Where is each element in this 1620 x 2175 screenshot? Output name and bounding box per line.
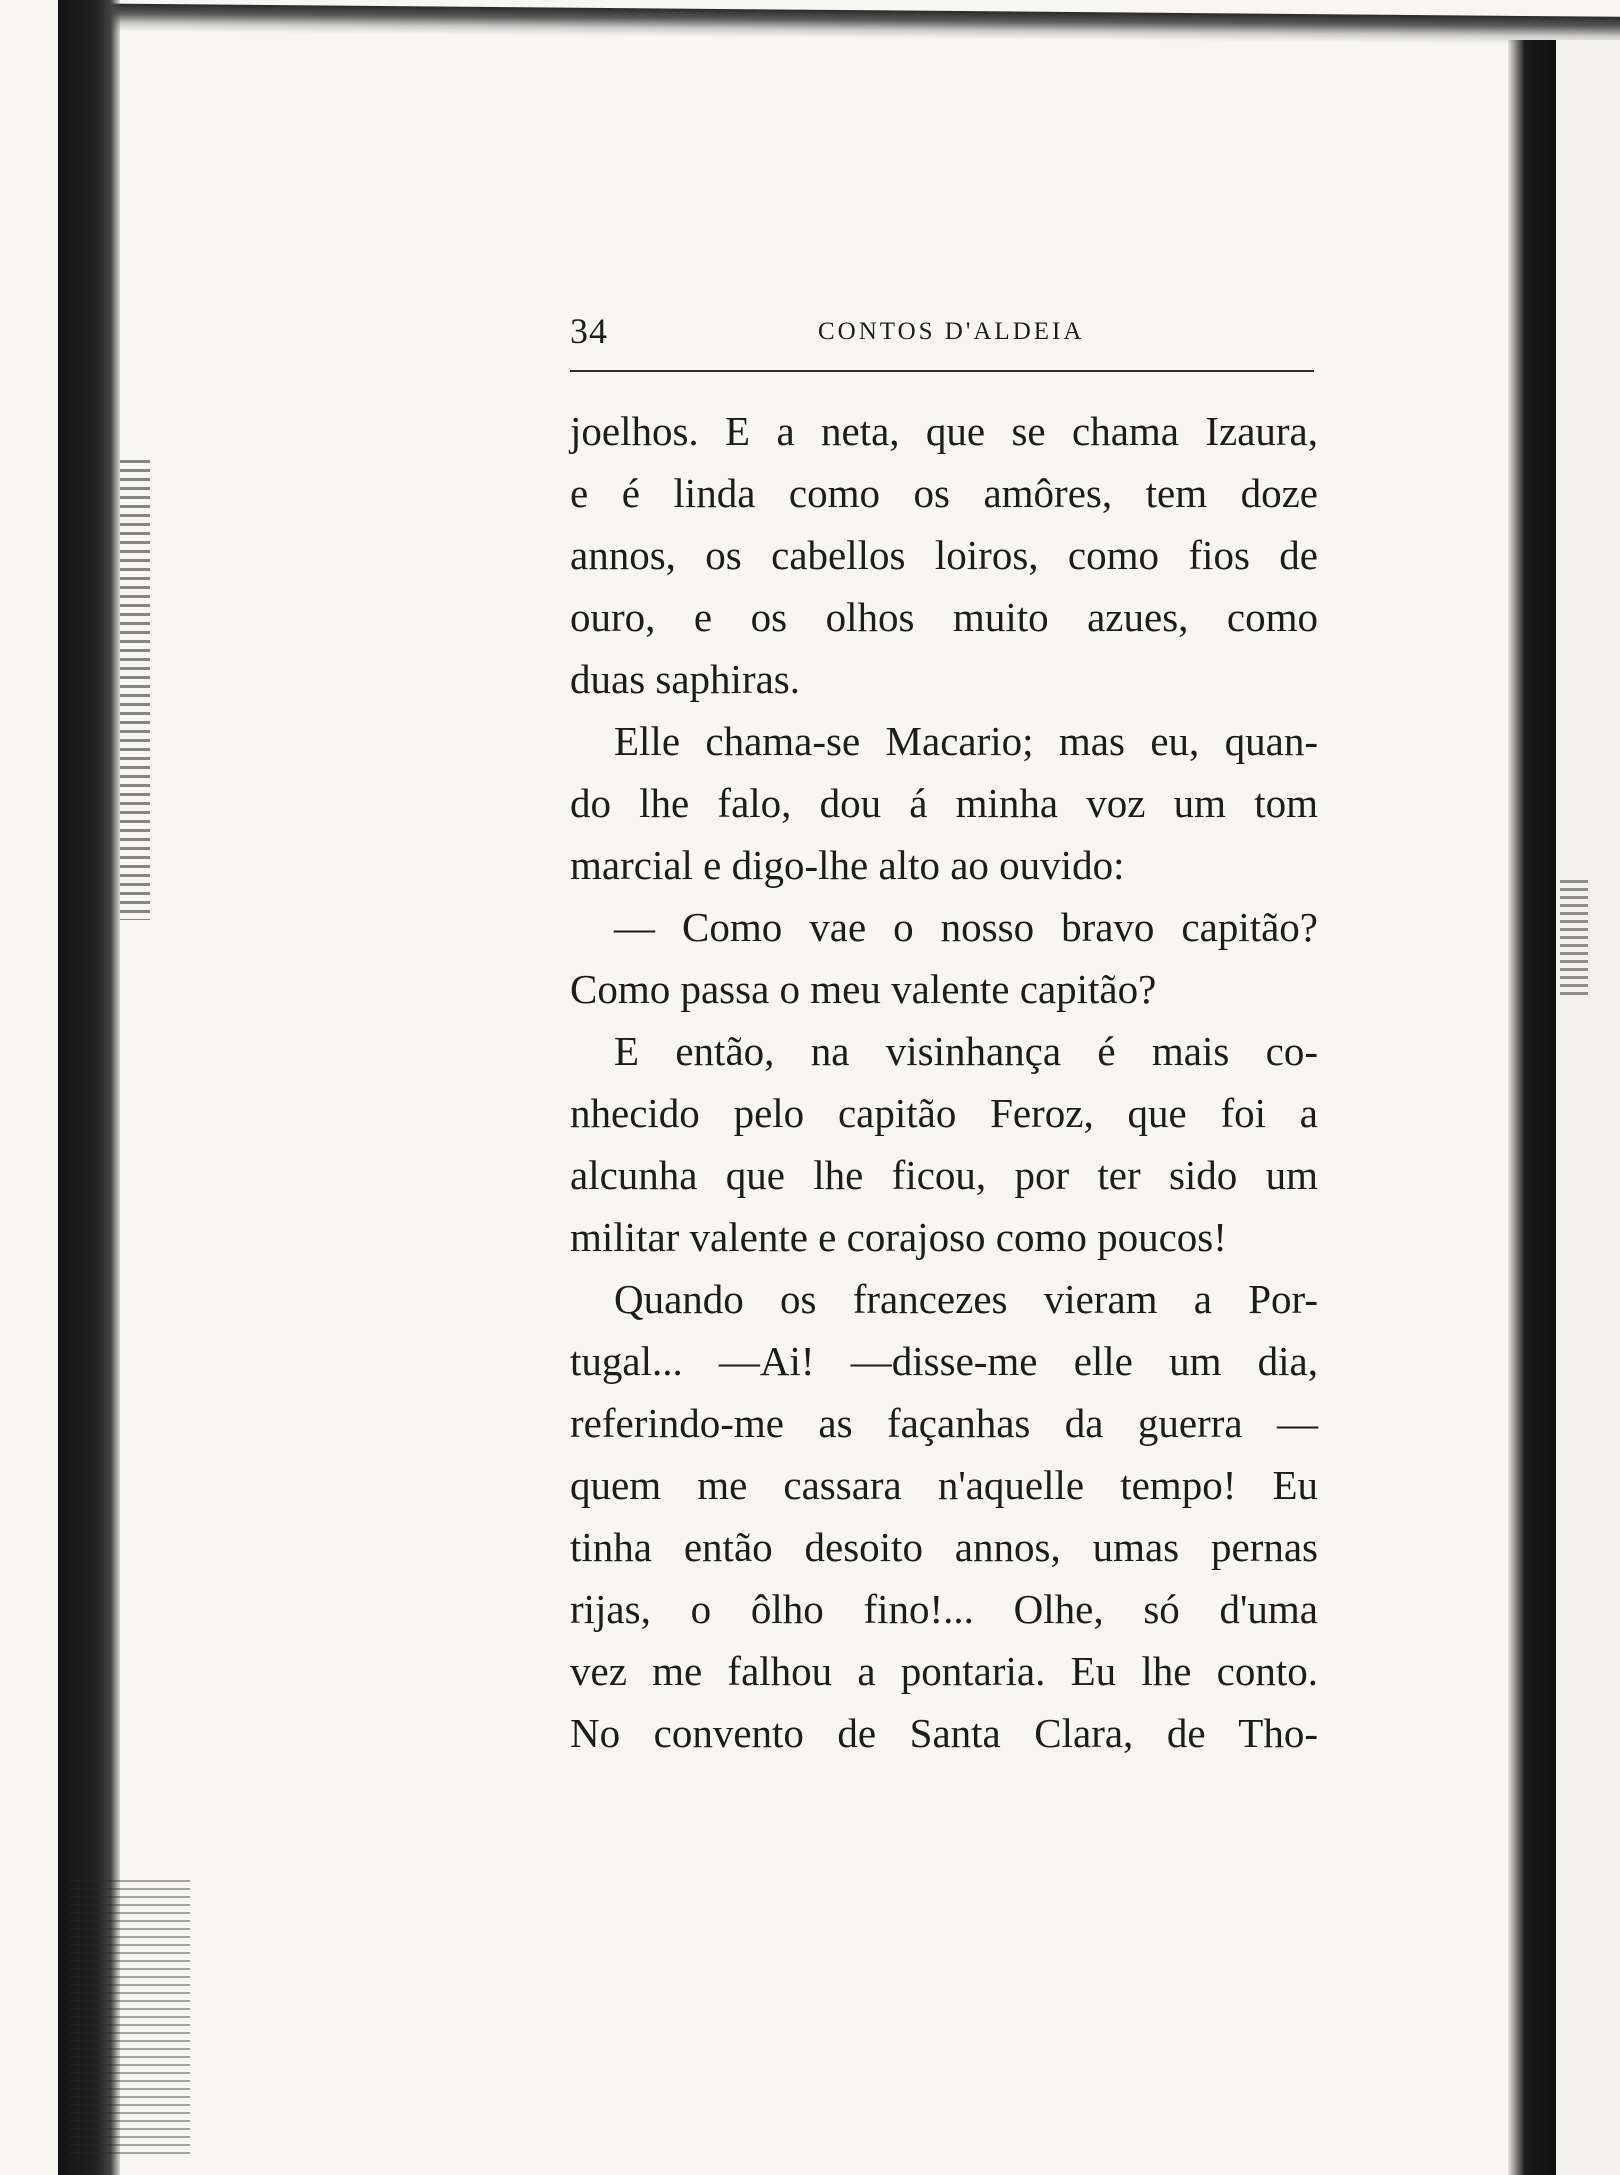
text-line: Elle chama-se Macario; mas eu, quan- (614, 718, 1318, 764)
text-line: referindo-me as façanhas da guerra — (570, 1400, 1318, 1446)
body-text (570, 400, 1318, 1764)
text-line: Como passa o meu valente capitão? (570, 966, 1157, 1012)
text-line: ouro, e os olhos muito azues, como (570, 594, 1318, 640)
text-line: militar valente e corajoso como poucos! (570, 1214, 1227, 1260)
running-head: CONTOS D'ALDEIA (818, 318, 1085, 345)
header-rule (570, 370, 1314, 372)
text-line: No convento de Santa Clara, de Tho- (570, 1710, 1318, 1756)
scan-noise-right (1560, 880, 1588, 1000)
text-line: annos, os cabellos loiros, como fios de (570, 532, 1318, 578)
text-line: Quando os francezes vieram a Por- (614, 1276, 1318, 1322)
text-line: nhecido pelo capitão Feroz, que foi a (570, 1090, 1318, 1136)
text-line: rijas, o ôlho fino!... Olhe, só d'uma (570, 1586, 1318, 1632)
text-line: marcial e digo-lhe alto ao ouvido: (570, 842, 1125, 888)
text-line: do lhe falo, dou á minha voz um tom (570, 780, 1318, 826)
scan-shadow-right (1508, 40, 1556, 2175)
text-line: e é linda como os amôres, tem doze (570, 470, 1318, 516)
text-line: tinha então desoito annos, umas pernas (570, 1524, 1318, 1570)
text-line: E então, na visinhança é mais co- (614, 1028, 1318, 1074)
text-line: tugal... —Ai! —disse-me elle um dia, (570, 1338, 1318, 1384)
scan-page-edge-right (1556, 40, 1620, 2175)
page-header (570, 310, 1310, 366)
scan-noise-left (120, 460, 150, 920)
text-line: vez me falhou a pontaria. Eu lhe conto. (570, 1648, 1318, 1694)
text-line: joelhos. E a neta, que se chama Izaura, (570, 408, 1318, 454)
text-line: — Como vae o nosso bravo capitão? (614, 904, 1318, 950)
scan-noise-left-bottom (70, 1880, 190, 2160)
scan-shadow-left (58, 0, 120, 2175)
page-number: 34 (570, 311, 608, 351)
text-line: alcunha que lhe ficou, por ter sido um (570, 1152, 1318, 1198)
text-line: quem me cassara n'aquelle tempo! Eu (570, 1462, 1318, 1508)
text-line: duas saphiras. (570, 656, 801, 702)
scan-shadow-top (60, 3, 1620, 45)
